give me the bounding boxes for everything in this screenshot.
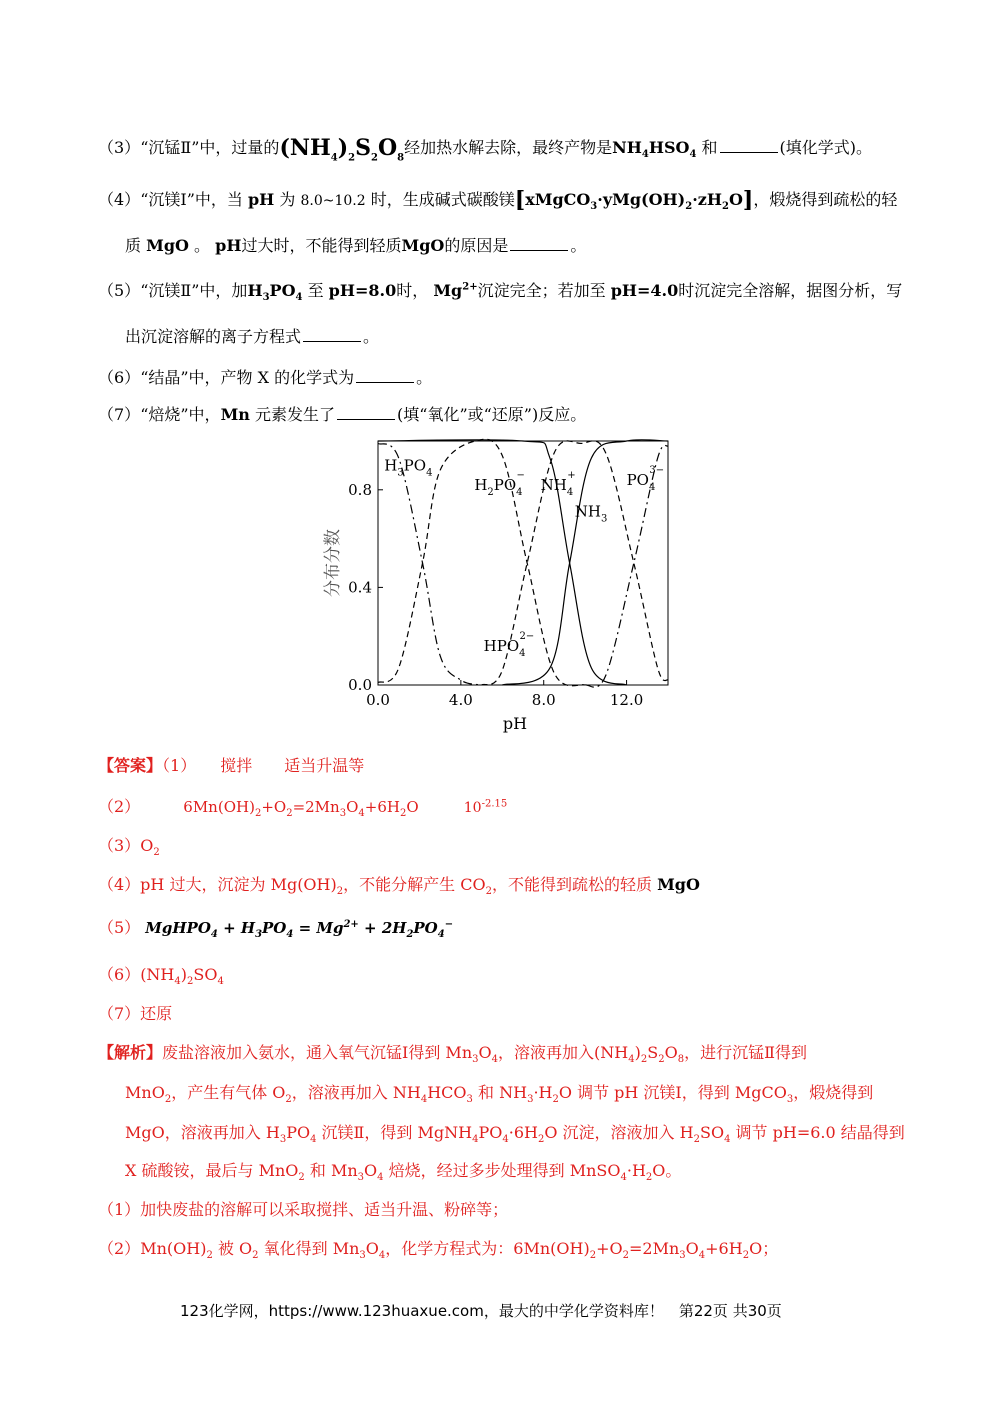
analysis-line-5 (98, 1197, 508, 1220)
q-text: 为 (279, 190, 296, 209)
answer-text: （2） (98, 797, 141, 816)
analysis-text: 。 (665, 1161, 682, 1180)
answer-line-1 (98, 753, 364, 776)
q-text: “焙烧”中， (140, 405, 221, 424)
q-text: 。 (570, 236, 587, 255)
formula: Mn (220, 405, 250, 424)
answer-line-6 (98, 962, 224, 988)
q-text: 8.0~10.2 (300, 193, 366, 209)
analysis-text: ，溶液再加入 (498, 1043, 595, 1062)
answer-text: ，不能分解产生 (343, 875, 456, 894)
q-text: 质 (125, 236, 142, 255)
analysis-text: 沉镁Ⅱ，得到 (321, 1123, 413, 1142)
series-label-po43: $PO_43-$ (626, 464, 665, 493)
analysis-line-1: 【解析】废盐溶液加入氨水，通入氧气沉锰Ⅰ得到 $Mn_3O_4$，溶液再加入$(NH_4)_2S_2O_8$，进行沉锰Ⅱ得到 (98, 1043, 807, 1066)
answer-text: （1） 搅拌 适当升温等 (162, 756, 365, 775)
q-text: 经加热水解去除，最终产物是 (404, 138, 613, 157)
analysis-text: 废盐溶液加入氨水，通入氧气沉锰Ⅰ得到 (162, 1043, 441, 1062)
question-3: （3）“沉锰Ⅱ”中，过量的$(NH_4)_2S_2O_8$经加热水解去除，最终产物是$NH_4HSO_4$ 和 (填化学式)。 (98, 135, 873, 164)
analysis-text: 和 (309, 1161, 326, 1180)
q-text: 出沉淀溶解的离子方程式 (125, 327, 302, 346)
q-text: (填“氧化”或“还原”)反应。 (397, 405, 587, 424)
q-text: “沉镁Ⅰ”中，当 (140, 190, 243, 209)
analysis-text: ，化学方程式为： (385, 1239, 514, 1258)
analysis-text: 调节 pH=6.0 结晶得到 (735, 1123, 905, 1142)
analysis-text: ，进行沉锰Ⅱ得到 (684, 1043, 807, 1062)
analysis-line-3: MgO，溶液再加入 $H_3PO_4$ 沉镁Ⅱ，得到 $MgNH_4PO_4\cdot 6H_2O$ 沉淀，溶液加入 $H_2SO_4$ 调节 pH=6.0 结晶得到 (125, 1123, 905, 1146)
answer-line-4 (98, 872, 700, 898)
answer-tag: 【答案】 (98, 756, 163, 775)
question-4-cont (125, 233, 586, 256)
q-text: 过大时，不能得到轻质 (241, 236, 402, 255)
question-7 (98, 402, 586, 425)
answer-blank (337, 405, 395, 420)
analysis-text: 被 (217, 1239, 234, 1258)
answer-text: （4）pH 过大，沉淀为 (98, 875, 266, 894)
q-text: “沉镁Ⅱ”中，加 (140, 281, 248, 300)
q-text: 至 (307, 281, 324, 300)
x-tick-label: 4.0 (448, 691, 473, 709)
formula: $Mg^{2+}$ (433, 281, 478, 300)
analysis-text: 和 (478, 1083, 495, 1102)
y-tick-label: 0.4 (348, 578, 372, 597)
analysis-text: 调节 pH 沉镁Ⅰ，得到 (577, 1083, 730, 1102)
analysis-text: ，溶液再加入 (291, 1083, 388, 1102)
analysis-text: 焙烧，经过多步处理得到 (388, 1161, 565, 1180)
x-tick-label: 8.0 (531, 691, 556, 709)
formula: MgO (401, 236, 445, 255)
formula: MgO (657, 875, 700, 894)
y-axis-label: 分布分数 (323, 529, 343, 597)
analysis-line-2: MnO$_2$，产生有气体 $O_2$，溶液再加入 $NH_4HCO_3$ 和 $NH_3\cdot H_2O$ 调节 pH 沉镁Ⅰ，得到 MgCO$_3$，煅烧得到 (125, 1083, 874, 1106)
formula: $O_2$ (140, 836, 160, 859)
x-axis-label: pH (502, 714, 528, 733)
q-text: “沉锰Ⅱ”中，过量的 (140, 138, 280, 157)
q-num: （6） (98, 368, 141, 387)
analysis-text: 氧化得到 (263, 1239, 328, 1258)
formula: $(NH_4)_2SO_4$ (140, 965, 224, 988)
analysis-tag: 【解析】 (98, 1043, 163, 1062)
y-tick-label: 0.8 (348, 480, 372, 499)
q-num: （4） (98, 190, 141, 209)
answer-line-2 (98, 794, 507, 817)
q-text: 元素发生了 (255, 405, 336, 424)
series-label-nh4: $NH_4+$ (540, 469, 576, 498)
analysis-text: 沉淀，溶液加入 (562, 1123, 675, 1142)
analysis-line-4: X 硫酸铵，最后与 MnO$_2$ 和 $Mn_3O_4$ 焙烧，经过多步处理得到 $MnSO_4\cdot H_2O$。 (125, 1161, 682, 1184)
answer-blank (356, 368, 414, 383)
formula: $CO_2$ (460, 875, 492, 898)
series-label-hpo42: $HPO_42-$ (483, 630, 535, 659)
x-tick-label: 0.0 (366, 691, 390, 709)
question-4 (98, 187, 897, 213)
answer-blank (510, 236, 568, 251)
answer-blank (720, 138, 778, 153)
answer-blank (303, 327, 361, 342)
question-5-cont (125, 324, 379, 347)
formula: pH (215, 236, 242, 255)
q-num: （7） (98, 405, 141, 424)
analysis-text: ； (762, 1239, 779, 1258)
q-text: 的原因是 (444, 236, 509, 255)
answer-text: （5） (98, 918, 141, 937)
series-label-h3po4: $H_3PO_4$ (384, 456, 433, 479)
formula: $NH_4HSO_4$ (612, 138, 697, 161)
q-text: 时，生成碱式碳酸镁 (370, 190, 515, 209)
page-footer: 123化学网，https://www.123huaxue.com，最大的中学化学资料库！ 第22页 共30页 (180, 1302, 782, 1320)
question-5 (98, 278, 903, 304)
analysis-text: （1）加快废盐的溶解可以采取搅拌、适当升温、粉碎等； (98, 1200, 509, 1219)
series-label-h2po4: $H_2PO_4-$ (474, 469, 525, 498)
series-line-h3po4 (378, 443, 482, 685)
analysis-text: ，煅烧得到 (793, 1083, 874, 1102)
y-tick-label: 0.0 (348, 676, 372, 694)
q-text: 沉淀完全；若加至 (477, 281, 606, 300)
answer-line-7 (98, 1001, 172, 1024)
formula: $H_3PO_4$ (247, 281, 303, 304)
q-num: （5） (98, 281, 141, 300)
answer-line-3 (98, 833, 160, 859)
formula: $Mg(OH)_2$ (270, 875, 344, 898)
q-text: 时沉淀完全溶解，据图分析，写 (678, 281, 903, 300)
value: $10^{-2.15}$ (463, 798, 508, 816)
equation: $6Mn(OH)_2+O_2=2Mn_3O_4+6H_2O$ (183, 798, 419, 819)
equation: MgHPO$_4$ + $H_3PO_4 = Mg^{2+} + 2H_2PO_4^-$ (145, 919, 454, 940)
answer-text: （7）还原 (98, 1004, 173, 1023)
analysis-line-6: $(2)Mn(OH)_2$ 被 $O_2$ 氧化得到 $Mn_3O_4$，化学方程式为：$6Mn(OH)_2+O_2=2Mn_3O_4+6H_2O$； (98, 1239, 779, 1262)
q-text: pH (247, 190, 275, 209)
formula: pH=8.0 (328, 281, 397, 300)
analysis-text: ，溶液再加入 (164, 1123, 261, 1142)
analysis-text: （2） (98, 1239, 141, 1258)
q-text: 。 (363, 327, 380, 346)
q-num: （3） (98, 138, 141, 157)
answer-text: ，不能得到疏松的轻质 (491, 875, 652, 894)
formula: MgO (146, 236, 189, 255)
answer-text: （6） (98, 965, 141, 984)
formula: $(NH_4)_2S_2O_8$ (279, 135, 405, 164)
question-6 (98, 365, 432, 388)
analysis-text: ，产生有气体 (171, 1083, 268, 1102)
q-text: (填化学式)。 (779, 138, 873, 157)
q-text: 。 (194, 236, 211, 255)
series-label-nh3: $NH_3$ (574, 502, 608, 525)
analysis-text: X 硫酸铵，最后与 (125, 1161, 254, 1180)
q-text: ，煅烧得到疏松的轻 (753, 190, 898, 209)
formula: pH=4.0 (610, 281, 679, 300)
x-tick-label: 12.0 (609, 691, 644, 709)
distribution-chart (310, 430, 680, 740)
formula: $[xMgCO_3\cdot yMg(OH)_2\cdot zH_2O]$ (514, 187, 754, 213)
answer-line-5 (98, 915, 453, 938)
q-text: “结晶”中，产物 X 的化学式为 (140, 368, 355, 387)
answer-text: （3） (98, 836, 141, 855)
q-text: 。 (416, 368, 433, 387)
q-text: 时， (396, 281, 429, 300)
